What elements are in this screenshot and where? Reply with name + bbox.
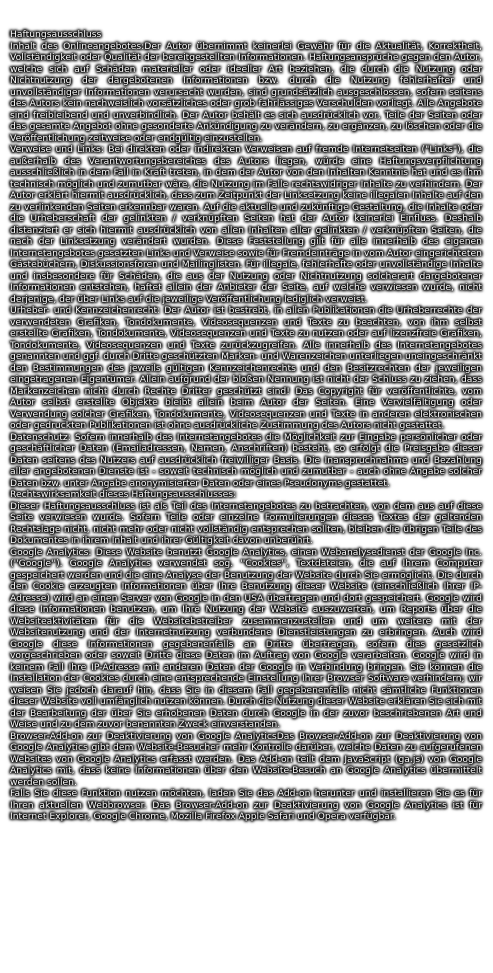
paragraph-rechtswirksamkeit: Dieser Haftungsausschluss ist als Teil des Internetangebotes zu betrachten, von dem aus auf diese Seite verwiesen wurde. Sofern Teile oder einzelne Formulierungen dieses Textes der geltenden Rechtslage nicht, nicht mehr oder nicht vollständig entsprechen sollten, bleiben die übrigen Teile des Dokumentes in ihrem Inhalt und ihrer Gültigkeit davon unberührt. [10, 500, 482, 546]
paragraph-datenschutz: Datenschutz: Sofern innerhalb des Internetangebotes die Möglichkeit zur Eingabe persönlicher oder geschäftlicher Daten (Emailadressen, Namen, Anschriften) besteht, so erfolgt die Preisgabe dieser Daten seitens des Nutzers auf ausdrücklich freiwilliger Basis. Die Inanspruchnahme und Bezahlung aller angebotenen Dienste ist - soweit technisch möglich und zumutbar - auch ohne Angabe solcher Daten bzw. unter Angabe anonymisierter Daten oder eines Pseudonyms gestattet. [10, 431, 482, 489]
paragraph-inhalt-des-onlineangebotes: Inhalt des Onlineangebotes:Der Autor übernimmt keinerlei Gewähr für die Aktualität, Korrektheit, Vollständigkeit oder Qualität der bereitgestellten Informationen. Haftungsansprüche gegen den Autor, welche sich auf Schäden materieller oder ideeller Art beziehen, die durch die Nutzung oder Nichtnutzung der dargebotenen Informationen bzw. durch die Nutzung fehlerhafter und unvollständiger Informationen verursacht wurden, sind grundsätzlich ausgeschlossen, sofern seitens des Autors kein nachweislich vorsätzliches oder grob fahrlässiges Verschulden vorliegt. Alle Angebote sind freibleibend und unverbindlich. Der Autor behält es sich ausdrücklich vor, Teile der Seiten oder das gesamte Angebot ohne gesonderte Ankündigung zu verändern, zu ergänzen, zu löschen oder die Veröffentlichung zeitweise oder endgültig einzustellen. [10, 40, 482, 144]
disclaimer-document [10, 29, 482, 823]
paragraph-verweise-und-links: Verweise und Links: Bei direkten oder indirekten Verweisen auf fremde Internetseiten ("Links"), die außerhalb des Verantwortungsbereiches des Autors liegen, würde eine Haftungsverpflichtung ausschließlich in dem Fall in Kraft treten, in dem der Autor von den Inhalten Kenntnis hat und es ihm technisch möglich und zumutbar wäre, die Nutzung im Falle rechtswidriger Inhalte zu verhindern. Der Autor erklärt hiermit ausdrücklich, dass zum Zeitpunkt der Linksetzung keine illegalen Inhalte auf den zu verlinkenden Seiten erkennbar waren. Auf die aktuelle und zukünftige Gestaltung, die Inhalte oder die Urheberschaft der gelinkten / verknüpften Seiten hat der Autor keinerlei Einfluss. Deshalb distanziert er sich hiermit ausdrücklich von allen Inhalten aller gelinkten / verknüpften Seiten, die nach der Linksetzung verändert wurden. Diese Feststellung gilt für alle innerhalb des eigenen Internetangebotes gesetzten Links und Verweise sowie für Fremdeinträge in vom Autor eingerichteten Gästebüchern, Diskussionsforen und Mailinglisten. Für illegale, fehlerhafte oder unvollständige Inhalte und insbesondere für Schäden, die aus der Nutzung oder Nichtnutzung solcherart dargebotener Informationen entstehen, haftet allein der Anbieter der Seite, auf welche verwiesen wurde, nicht derjenige, der über Links auf die jeweilige Veröffentlichung lediglich verweist. [10, 144, 482, 305]
paragraph-google-analytics: Google Analytics: Diese Website benutzt Google Analytics, einen Webanalysedienst der Google Inc. (''Google''). Google Analytics verwendet sog. ''Cookies'', Textdateien, die auf Ihrem Computer gespeichert werden und die eine Analyse der Benutzung der Website durch Sie ermöglicht. Die durch den Cookie erzeugten Informationen über Ihre Benutzung dieser Website (einschließlich Ihrer IP-Adresse) wird an einen Server von Google in den USA übertragen und dort gespeichert. Google wird diese Informationen benutzen, um Ihre Nutzung der Website auszuwerten, um Reports über die Websiteaktivitäten für die Websitebetreiber zusammenzustellen und um weitere mit der Websitenutzung und der Internetnutzung verbundene Dienstleistungen zu erbringen. Auch wird Google diese Informationen gegebenenfalls an Dritte übertragen, sofern dies gesetzlich vorgeschrieben oder soweit Dritte diese Daten im Auftrag von Google verarbeiten. Google wird in keinem Fall Ihre IP-Adresse mit anderen Daten der Google in Verbindung bringen. Sie können die Installation der Cookies durch eine entsprechende Einstellung Ihrer Browser Software verhindern; wir weisen Sie jedoch darauf hin, dass Sie in diesem Fall gegebenenfalls nicht sämtliche Funktionen dieser Website voll umfänglich nutzen können. Durch die Nutzung dieser Website erklären Sie sich mit der Bearbeitung der über Sie erhobenen Daten durch Google in der zuvor beschriebenen Art und Weise und zu dem zuvor benannten Zweck einverstanden. [10, 546, 482, 730]
paragraph-browser-add-on: Browser-Add-on zur Deaktivierung von Google AnalyticsDas Browser-Add-on zur Deaktivierung von Google Analytics gibt dem Website-Besucher mehr Kontrolle darüber, welche Daten zu aufgerufenen Websites von Google Analytics erfasst werden. Das Add-on teilt dem JavaScript (ga.js) von Google Analytics mit, dass keine Informationen über den Website-Besuch an Google Analytics übermittelt werden sollen. [10, 730, 482, 788]
paragraph-urheber-und-kennzeichenrecht: Urheber- und Kennzeichenrecht: Der Autor ist bestrebt, in allen Publikationen die Urheberrechte der verwendeten Grafiken, Tondokumente, Videosequenzen und Texte zu beachten, von ihm selbst erstellte Grafiken, Tondokumente, Videosequenzen und Texte zu nutzen oder auf lizenzfreie Grafiken, Tondokumente, Videosequenzen und Texte zurückzugreifen. Alle innerhalb des Internetangebotes genannten und ggf. durch Dritte geschützten Marken- und Warenzeichen unterliegen uneingeschränkt den Bestimmungen des jeweils gültigen Kennzeichenrechts und den Besitzrechten der jeweiligen eingetragenen Eigentümer. Allein aufgrund der bloßen Nennung ist nicht der Schluss zu ziehen, dass Markenzeichen nicht durch Rechte Dritter geschützt sind! Das Copyright für veröffentlichte, vom Autor selbst erstellte Objekte bleibt allein beim Autor der Seiten. Eine Vervielfältigung oder Verwendung solcher Grafiken, Tondokumente, Videosequenzen und Texte in anderen elektronischen oder gedruckten Publikationen ist ohne ausdrückliche Zustimmung des Autors nicht gestattet. [10, 305, 482, 431]
paragraph-add-on-installation: Falls Sie diese Funktion nutzen möchten, laden Sie das Add-on herunter und installieren Sie es für Ihren aktuellen Webbrowser. Das Browser-Add-on zur Deaktivierung von Google Analytics ist für Internet Explorer, Google Chrome, Mozilla Firefox Apple Safari und Opera verfügbar. [10, 788, 482, 822]
heading-haftungsausschluss: Haftungsausschluss [10, 29, 102, 40]
heading-rechtswirksamkeit: Rechtswirksamkeit dieses Haftungsausschlusses: [10, 489, 237, 500]
